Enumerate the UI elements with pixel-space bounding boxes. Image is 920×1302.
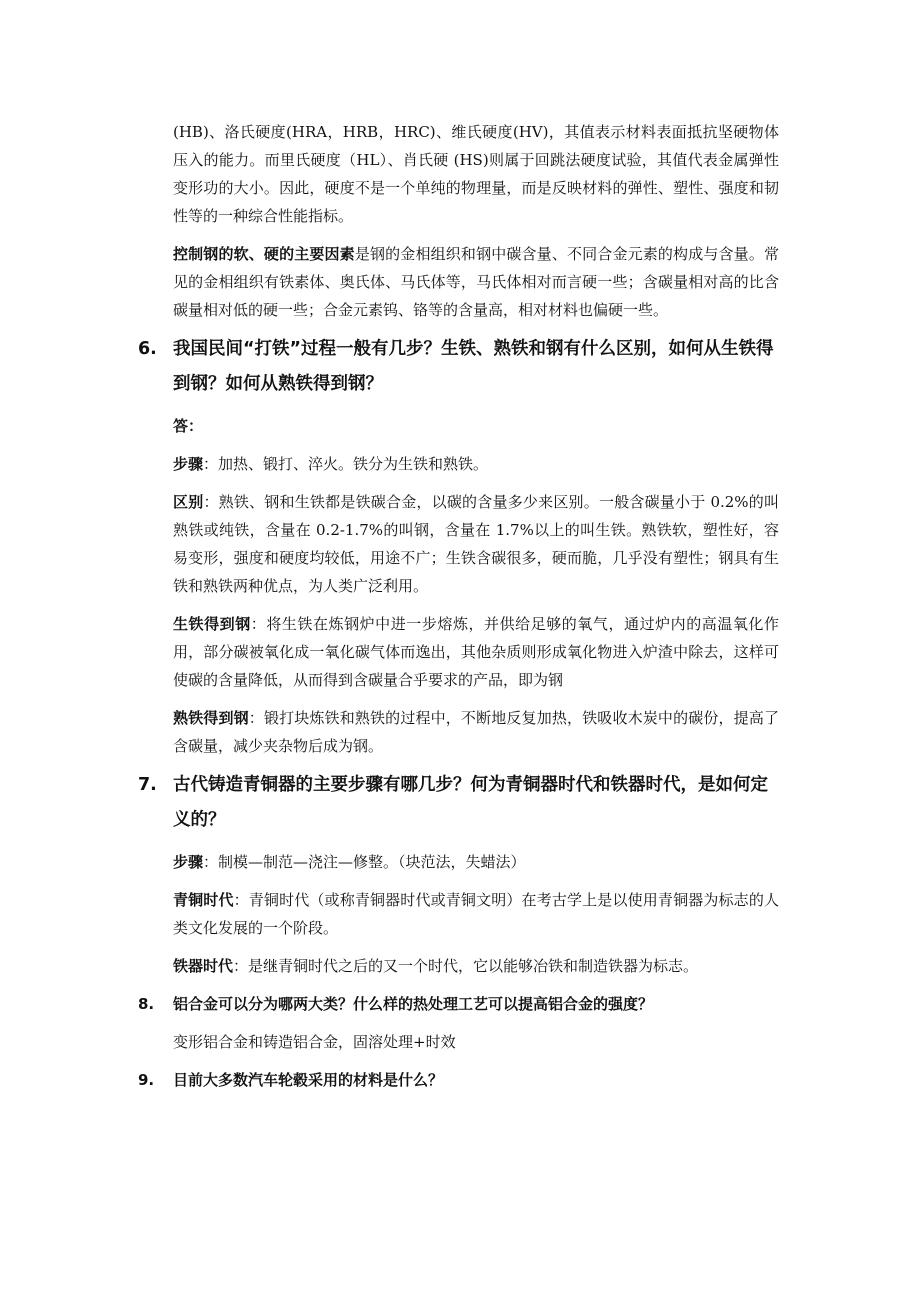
bronze-age-term: 青铜时代 bbox=[173, 891, 234, 909]
question-8-answer: 变形铝合金和铸造铝合金，固溶处理+时效 bbox=[173, 1033, 456, 1051]
steel-hardness-factors-term: 控制钢的软、硬的主要因素 bbox=[173, 245, 355, 263]
wrought-iron-to-steel-paragraph bbox=[173, 704, 779, 760]
question-6-number: 6. bbox=[138, 339, 157, 359]
iron-age-term: 铁器时代 bbox=[173, 957, 234, 975]
hardness-paragraph: (HB)、洛氏硬度(HRA，HRB，HRC)、维氏硬度(HV)，其值表示材料表面抵抗坚硬物体压入的能力。而里氏硬度（HL）、肖氏硬 (HS)则属于回跳法硬度试验，其值代表金属弹性变形功的大小。因此，硬度不是一个单纯的物理量，而是反映材料的弹性、塑性、强度和韧性等的一种综合性能指标。 bbox=[173, 123, 779, 225]
question-6-text: 我国民间“打铁”过程一般有几步？生铁、熟铁和钢有什么区别，如何从生铁得到钢？如何从熟铁得到钢？ bbox=[173, 339, 774, 394]
bronze-casting-steps-term: 步骤 bbox=[173, 853, 204, 871]
pig-iron-to-steel-paragraph bbox=[173, 610, 779, 694]
steel-hardness-factors-text: 是钢的金相组织和钢中碳含量、不同合金元素的构成与含量。常见的金相组织有铁素体、奥氏体、马氏体等，马氏体相对而言硬一些；含碳量相对高的比含碳量相对低的硬一些；合金元素钨、铬等的含量高，相对材料也偏硬一些。 bbox=[173, 245, 779, 319]
question-7-number: 7. bbox=[138, 775, 157, 795]
bronze-casting-steps-text: ：制模—制范—浇注—修整。（块范法，失蜡法） bbox=[203, 853, 526, 871]
iron-age-paragraph bbox=[173, 952, 779, 980]
question-8-number: 8. bbox=[138, 995, 155, 1013]
question-7-text: 古代铸造青铜器的主要步骤有哪几步？何为青铜器时代和铁器时代，是如何定义的？ bbox=[173, 775, 768, 830]
iron-difference-text: ：熟铁、钢和生铁都是铁碳合金，以碳的含量多少来区别。一般含碳量小于 0.2%的叫熟铁或纯铁，含量在 0.2-1.7%的叫钢，含量在 1.7%以上的叫生铁。熟铁软，塑性好，容易变形，强度和硬度均较低，用途不广；生铁含碳很多，硬而脆，几乎没有塑性；钢具有生铁和熟铁两种优点，为人类广泛利用。 bbox=[173, 493, 779, 595]
answer-label: 答： bbox=[173, 417, 204, 435]
iron-difference-paragraph bbox=[173, 488, 779, 600]
forging-steps-term: 步骤 bbox=[173, 455, 204, 473]
pig-iron-to-steel-text: ：将生铁在炼钢炉中进一步熔炼，并供给足够的氧气，通过炉内的高温氧化作用，部分碳被氧化成一氧化碳气体而逸出，其他杂质则形成氧化物进入炉渣中除去，这样可使碳的含量降低，从而得到含碳量合乎要求的产品，即为钢 bbox=[173, 615, 779, 689]
question-8-text: 铝合金可以分为哪两大类？什么样的热处理工艺可以提高铝合金的强度？ bbox=[173, 995, 654, 1013]
forging-steps-text: ：加热、锻打、淬火。铁分为生铁和熟铁。 bbox=[203, 455, 489, 473]
forging-steps-paragraph bbox=[173, 450, 779, 478]
question-9 bbox=[138, 1066, 779, 1094]
iron-difference-term: 区别 bbox=[173, 493, 204, 511]
bronze-casting-steps-paragraph bbox=[173, 848, 779, 876]
wrought-iron-to-steel-term: 熟铁得到钢 bbox=[173, 709, 249, 727]
wrought-iron-to-steel-text: ：锻打块炼铁和熟铁的过程中，不断地反复加热，铁吸收木炭中的碳份，提高了含碳量，减少夹杂物后成为钢。 bbox=[173, 709, 779, 755]
bronze-age-paragraph bbox=[173, 886, 779, 942]
question-6 bbox=[138, 332, 779, 402]
question-9-text: 目前大多数汽车轮毂采用的材料是什么？ bbox=[173, 1071, 444, 1089]
question-7 bbox=[138, 768, 779, 838]
bronze-age-text: ：青铜时代（或称青铜器时代或青铜文明）在考古学上是以使用青铜器为标志的人类文化发展的一个阶段。 bbox=[173, 891, 779, 937]
question-8 bbox=[138, 990, 779, 1018]
iron-age-text: ：是继青铜时代之后的又一个时代，它以能够冶铁和制造铁器为标志。 bbox=[233, 957, 699, 975]
question-9-number: 9. bbox=[138, 1071, 155, 1089]
steel-hardness-factors-paragraph bbox=[173, 240, 779, 324]
document-body bbox=[138, 118, 779, 1094]
pig-iron-to-steel-term: 生铁得到钢 bbox=[173, 615, 251, 633]
